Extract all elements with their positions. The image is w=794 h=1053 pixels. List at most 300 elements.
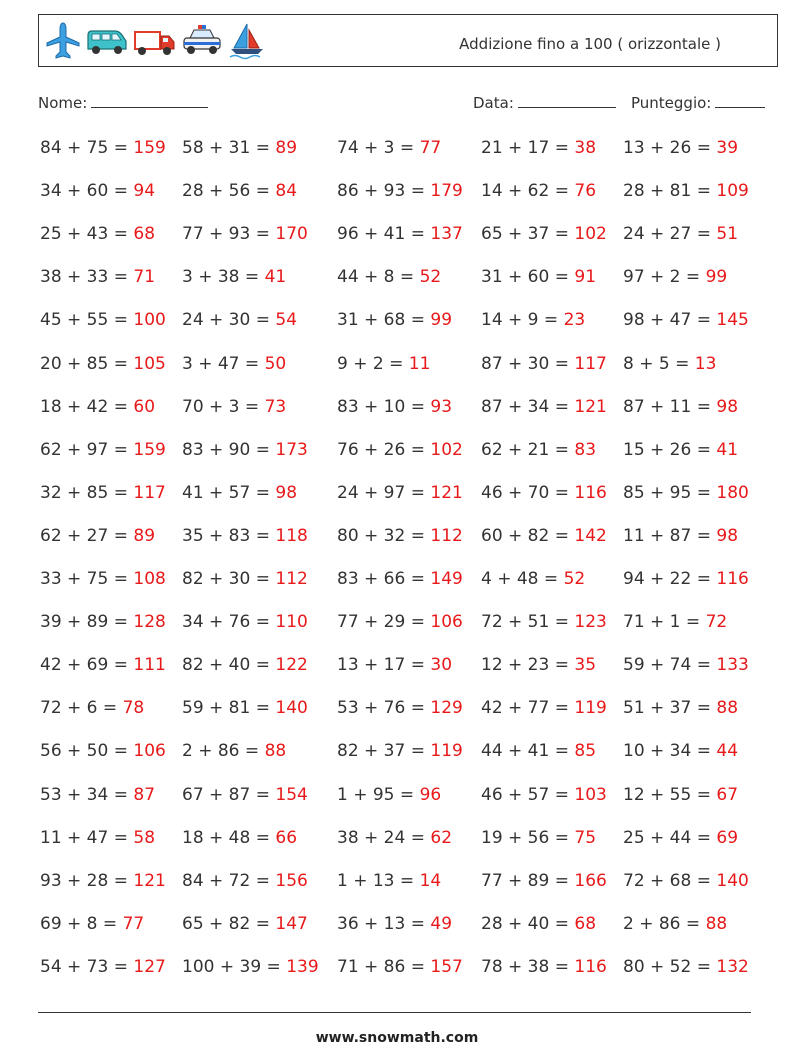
- problem-answer: 35: [574, 655, 597, 676]
- problem-item: [40, 397, 155, 417]
- problem-answer: 89: [275, 138, 298, 158]
- problem-item: [40, 526, 155, 546]
- problem-equation: 78 + 38 =: [481, 956, 575, 977]
- problem-answer: 69: [716, 827, 739, 848]
- problem-item: [481, 224, 607, 244]
- problem-equation: 71 + 1 =: [623, 612, 706, 633]
- problem-answer: 72: [705, 612, 728, 633]
- problem-item: [40, 569, 166, 589]
- problem-answer: 103: [574, 784, 607, 805]
- problem-item: [337, 698, 463, 718]
- problem-item: [182, 914, 308, 934]
- problem-item: [481, 612, 607, 632]
- problem-item: [182, 828, 297, 848]
- problem-equation: 33 + 75 =: [40, 569, 134, 589]
- problem-item: [40, 785, 155, 805]
- problem-answer: 58: [133, 827, 156, 848]
- problem-answer: 122: [275, 655, 308, 676]
- problem-equation: 82 + 30 =: [182, 569, 276, 589]
- problem-item: [481, 957, 607, 977]
- problem-answer: 133: [716, 655, 749, 676]
- problem-equation: 83 + 90 =: [182, 439, 276, 460]
- problem-equation: 53 + 76 =: [337, 698, 431, 719]
- problem-equation: 31 + 68 =: [337, 310, 431, 331]
- problem-answer: 98: [716, 396, 739, 417]
- problem-equation: 2 + 86 =: [623, 913, 706, 934]
- problem-equation: 41 + 57 =: [182, 482, 276, 503]
- problem-row: [40, 181, 780, 215]
- problem-item: [481, 655, 596, 675]
- problem-answer: 38: [574, 138, 597, 158]
- problem-item: [481, 785, 607, 805]
- problem-item: [623, 224, 738, 244]
- problem-answer: 14: [419, 870, 442, 891]
- problem-equation: 3 + 38 =: [182, 267, 265, 288]
- problem-item: [623, 828, 738, 848]
- problem-answer: 52: [419, 267, 442, 288]
- problem-equation: 62 + 97 =: [40, 439, 134, 460]
- problem-equation: 38 + 33 =: [40, 267, 134, 288]
- problem-item: [481, 526, 607, 546]
- problem-item: [40, 181, 155, 201]
- problem-row: [40, 655, 780, 689]
- problem-answer: 154: [275, 784, 308, 805]
- problem-equation: 87 + 11 =: [623, 396, 717, 417]
- problem-answer: 116: [574, 482, 607, 503]
- problem-answer: 78: [122, 698, 145, 719]
- problem-equation: 80 + 32 =: [337, 525, 431, 546]
- problem-answer: 77: [122, 913, 145, 934]
- problem-item: [182, 310, 297, 330]
- problem-item: [623, 138, 738, 158]
- problem-item: [40, 354, 166, 374]
- problem-equation: 100 + 39 =: [182, 956, 287, 977]
- problem-answer: 60: [133, 396, 156, 417]
- problem-row: [40, 871, 780, 905]
- problem-answer: 89: [133, 525, 156, 546]
- problem-equation: 98 + 47 =: [623, 310, 717, 331]
- problem-equation: 86 + 93 =: [337, 181, 431, 202]
- problem-answer: 117: [574, 353, 607, 374]
- problem-item: [182, 224, 308, 244]
- problem-answer: 145: [716, 310, 749, 331]
- header-icons: [45, 21, 267, 61]
- problem-item: [337, 957, 463, 977]
- problem-item: [40, 310, 166, 330]
- problem-item: [623, 698, 738, 718]
- problem-item: [481, 698, 607, 718]
- problem-answer: 87: [133, 784, 156, 805]
- problem-answer: 147: [275, 913, 308, 934]
- problem-item: [337, 310, 452, 330]
- problem-answer: 111: [133, 655, 166, 676]
- problem-row: [40, 698, 780, 732]
- problem-item: [623, 655, 749, 675]
- problem-equation: 56 + 50 =: [40, 741, 134, 762]
- problem-row: [40, 354, 780, 388]
- problem-item: [182, 526, 308, 546]
- problem-item: [623, 397, 738, 417]
- problem-item: [623, 354, 716, 374]
- problem-item: [337, 267, 441, 287]
- problem-item: [337, 526, 463, 546]
- problem-answer: 99: [705, 267, 728, 288]
- problem-answer: 94: [133, 181, 156, 202]
- airplane-icon: [45, 21, 81, 61]
- problem-answer: 128: [133, 612, 166, 633]
- problem-item: [182, 957, 319, 977]
- problem-equation: 44 + 8 =: [337, 267, 420, 288]
- problem-item: [623, 310, 749, 330]
- problem-answer: 83: [574, 439, 597, 460]
- problem-equation: 2 + 86 =: [182, 741, 265, 762]
- problem-equation: 51 + 37 =: [623, 698, 717, 719]
- problem-item: [481, 914, 596, 934]
- problem-answer: 67: [716, 784, 739, 805]
- problem-equation: 3 + 47 =: [182, 353, 265, 374]
- problem-item: [40, 224, 155, 244]
- problem-answer: 119: [574, 698, 607, 719]
- problem-answer: 99: [430, 310, 453, 331]
- problem-answer: 132: [716, 956, 749, 977]
- problem-item: [337, 569, 463, 589]
- problem-item: [182, 569, 308, 589]
- problem-item: [182, 612, 308, 632]
- problem-equation: 53 + 34 =: [40, 784, 134, 805]
- problem-equation: 28 + 56 =: [182, 181, 276, 202]
- problem-answer: 93: [430, 396, 453, 417]
- problem-answer: 156: [275, 870, 308, 891]
- problem-equation: 34 + 76 =: [182, 612, 276, 633]
- sailboat-icon: [227, 21, 267, 61]
- problem-equation: 21 + 17 =: [481, 138, 575, 158]
- problem-item: [481, 741, 596, 761]
- problem-answer: 166: [574, 870, 607, 891]
- problem-equation: 96 + 41 =: [337, 224, 431, 245]
- problem-equation: 77 + 29 =: [337, 612, 431, 633]
- problem-item: [40, 914, 144, 934]
- problem-row: [40, 440, 780, 474]
- problem-answer: 85: [574, 741, 597, 762]
- problem-equation: 70 + 3 =: [182, 396, 265, 417]
- problem-item: [623, 483, 749, 503]
- problem-answer: 121: [574, 396, 607, 417]
- problem-item: [481, 181, 596, 201]
- problem-answer: 23: [563, 310, 586, 331]
- problem-equation: 24 + 27 =: [623, 224, 717, 245]
- problem-item: [337, 181, 463, 201]
- problem-equation: 12 + 55 =: [623, 784, 717, 805]
- problem-row: [40, 267, 780, 301]
- problem-item: [623, 785, 738, 805]
- problem-row: [40, 526, 780, 560]
- problem-row: [40, 310, 780, 344]
- problem-equation: 38 + 24 =: [337, 827, 431, 848]
- problem-item: [40, 957, 166, 977]
- problem-item: [337, 871, 441, 891]
- problem-answer: 41: [716, 439, 739, 460]
- problem-equation: 77 + 93 =: [182, 224, 276, 245]
- truck-icon: [133, 21, 177, 61]
- problem-item: [40, 138, 166, 158]
- problem-item: [40, 871, 166, 891]
- problem-answer: 44: [716, 741, 739, 762]
- problem-item: [623, 569, 749, 589]
- problem-item: [481, 871, 607, 891]
- problem-answer: 68: [133, 224, 156, 245]
- problem-answer: 98: [716, 525, 739, 546]
- problem-equation: 31 + 60 =: [481, 267, 575, 288]
- problem-item: [623, 181, 749, 201]
- problem-item: [623, 741, 738, 761]
- problem-equation: 8 + 5 =: [623, 353, 695, 374]
- problem-equation: 13 + 26 =: [623, 138, 717, 158]
- problem-equation: 62 + 27 =: [40, 525, 134, 546]
- problem-answer: 66: [275, 827, 298, 848]
- problem-item: [481, 569, 585, 589]
- problem-equation: 46 + 57 =: [481, 784, 575, 805]
- problem-item: [337, 224, 463, 244]
- problem-item: [182, 397, 286, 417]
- problem-item: [182, 698, 308, 718]
- problem-item: [481, 483, 607, 503]
- problem-equation: 59 + 74 =: [623, 655, 717, 676]
- problem-answer: 112: [430, 525, 463, 546]
- problem-equation: 44 + 41 =: [481, 741, 575, 762]
- problem-item: [623, 440, 738, 460]
- problem-equation: 65 + 82 =: [182, 913, 276, 934]
- problem-item: [623, 267, 727, 287]
- problem-answer: 106: [133, 741, 166, 762]
- problem-item: [40, 612, 166, 632]
- problem-equation: 72 + 6 =: [40, 698, 123, 719]
- problem-answer: 102: [430, 439, 463, 460]
- problem-answer: 149: [430, 569, 463, 589]
- problem-item: [481, 267, 596, 287]
- problem-equation: 14 + 9 =: [481, 310, 564, 331]
- problem-answer: 180: [716, 482, 749, 503]
- problem-answer: 173: [275, 439, 308, 460]
- problem-answer: 129: [430, 698, 463, 719]
- problem-equation: 82 + 37 =: [337, 741, 431, 762]
- problem-item: [481, 310, 585, 330]
- problem-answer: 105: [133, 353, 166, 374]
- problem-equation: 32 + 85 =: [40, 482, 134, 503]
- problem-equation: 83 + 10 =: [337, 396, 431, 417]
- problem-equation: 15 + 26 =: [623, 439, 717, 460]
- problem-answer: 68: [574, 913, 597, 934]
- problem-row: [40, 569, 780, 603]
- problem-item: [337, 828, 452, 848]
- problem-item: [481, 440, 596, 460]
- name-blank-line: [91, 93, 208, 108]
- problem-equation: 72 + 51 =: [481, 612, 575, 633]
- problem-row: [40, 828, 780, 862]
- problem-equation: 69 + 8 =: [40, 913, 123, 934]
- problem-equation: 72 + 68 =: [623, 870, 717, 891]
- problem-equation: 87 + 30 =: [481, 353, 575, 374]
- problem-equation: 1 + 95 =: [337, 784, 420, 805]
- problem-item: [481, 397, 607, 417]
- problem-item: [182, 871, 308, 891]
- problem-answer: 118: [275, 525, 308, 546]
- problem-answer: 51: [716, 224, 739, 245]
- problem-answer: 116: [574, 956, 607, 977]
- problem-answer: 142: [574, 525, 607, 546]
- problem-equation: 25 + 44 =: [623, 827, 717, 848]
- problem-row: [40, 914, 780, 948]
- problem-answer: 121: [430, 482, 463, 503]
- problem-answer: 13: [694, 353, 717, 374]
- worksheet-header: [38, 14, 778, 67]
- problem-equation: 42 + 69 =: [40, 655, 134, 676]
- problem-equation: 94 + 22 =: [623, 569, 717, 589]
- problem-equation: 9 + 2 =: [337, 353, 409, 374]
- problem-answer: 88: [264, 741, 287, 762]
- problem-row: [40, 785, 780, 819]
- problem-equation: 18 + 48 =: [182, 827, 276, 848]
- problem-equation: 11 + 87 =: [623, 525, 717, 546]
- problem-equation: 71 + 86 =: [337, 956, 431, 977]
- problem-item: [182, 741, 286, 761]
- problem-equation: 18 + 42 =: [40, 396, 134, 417]
- problem-equation: 67 + 87 =: [182, 784, 276, 805]
- problem-item: [337, 914, 452, 934]
- problem-answer: 110: [275, 612, 308, 633]
- problem-answer: 139: [286, 956, 319, 977]
- problem-equation: 25 + 43 =: [40, 224, 134, 245]
- problem-equation: 83 + 66 =: [337, 569, 431, 589]
- problem-answer: 39: [716, 138, 739, 158]
- problem-equation: 85 + 95 =: [623, 482, 717, 503]
- score-field: [631, 93, 765, 112]
- problem-answer: 98: [275, 482, 298, 503]
- date-blank-line: [518, 93, 616, 108]
- problem-item: [182, 181, 297, 201]
- problem-item: [337, 785, 441, 805]
- problem-item: [481, 354, 607, 374]
- problem-item: [182, 440, 308, 460]
- police-car-icon: [181, 21, 223, 61]
- problem-item: [337, 612, 463, 632]
- footer-divider: [38, 1012, 751, 1013]
- worksheet-title: Addizione fino a 100 ( orizzontale ): [459, 35, 721, 53]
- problem-equation: 59 + 81 =: [182, 698, 276, 719]
- problem-equation: 35 + 83 =: [182, 525, 276, 546]
- problem-equation: 24 + 30 =: [182, 310, 276, 331]
- problem-equation: 62 + 21 =: [481, 439, 575, 460]
- problem-equation: 87 + 34 =: [481, 396, 575, 417]
- problem-equation: 93 + 28 =: [40, 870, 134, 891]
- problem-answer: 71: [133, 267, 156, 288]
- name-label: Nome:: [38, 94, 88, 112]
- problem-equation: 12 + 23 =: [481, 655, 575, 676]
- problem-equation: 54 + 73 =: [40, 956, 134, 977]
- problem-equation: 14 + 62 =: [481, 181, 575, 202]
- problem-equation: 84 + 75 =: [40, 138, 134, 158]
- problem-item: [337, 483, 463, 503]
- problem-row: [40, 138, 780, 172]
- problem-equation: 24 + 97 =: [337, 482, 431, 503]
- problem-answer: 88: [705, 913, 728, 934]
- date-label: Data:: [473, 94, 514, 112]
- problem-answer: 179: [430, 181, 463, 202]
- problem-answer: 11: [408, 353, 431, 374]
- problem-answer: 77: [419, 138, 442, 158]
- problem-equation: 34 + 60 =: [40, 181, 134, 202]
- problem-item: [337, 741, 463, 761]
- problem-equation: 80 + 52 =: [623, 956, 717, 977]
- problem-equation: 36 + 13 =: [337, 913, 431, 934]
- problem-item: [481, 138, 596, 158]
- problem-equation: 4 + 48 =: [481, 569, 564, 589]
- problem-item: [40, 267, 155, 287]
- problem-item: [182, 785, 308, 805]
- problem-answer: 123: [574, 612, 607, 633]
- problem-equation: 19 + 56 =: [481, 827, 575, 848]
- problem-answer: 91: [574, 267, 597, 288]
- name-field: [38, 93, 208, 112]
- problem-answer: 52: [563, 569, 586, 589]
- problem-row: [40, 957, 780, 991]
- problem-item: [40, 741, 166, 761]
- problem-item: [40, 698, 144, 718]
- problem-item: [337, 655, 452, 675]
- problem-item: [182, 655, 308, 675]
- problem-answer: 140: [275, 698, 308, 719]
- problem-equation: 20 + 85 =: [40, 353, 134, 374]
- problem-item: [40, 655, 166, 675]
- problem-answer: 50: [264, 353, 287, 374]
- problem-item: [623, 957, 749, 977]
- score-blank-line: [715, 93, 765, 108]
- problem-equation: 97 + 2 =: [623, 267, 706, 288]
- problem-row: [40, 483, 780, 517]
- problem-answer: 54: [275, 310, 298, 331]
- problem-item: [337, 440, 463, 460]
- problem-item: [182, 138, 297, 158]
- problem-answer: 140: [716, 870, 749, 891]
- problem-answer: 49: [430, 913, 453, 934]
- website-footer: www.snowmath.com: [315, 1030, 479, 1046]
- problem-item: [623, 526, 738, 546]
- problem-equation: 60 + 82 =: [481, 525, 575, 546]
- problem-answer: 75: [574, 827, 597, 848]
- problem-item: [40, 483, 166, 503]
- problem-equation: 58 + 31 =: [182, 138, 276, 158]
- problem-equation: 13 + 17 =: [337, 655, 431, 676]
- problem-equation: 82 + 40 =: [182, 655, 276, 676]
- problem-row: [40, 397, 780, 431]
- problem-equation: 1 + 13 =: [337, 870, 420, 891]
- problem-answer: 73: [264, 396, 287, 417]
- problem-equation: 11 + 47 =: [40, 827, 134, 848]
- problem-answer: 112: [275, 569, 308, 589]
- problem-answer: 159: [133, 439, 166, 460]
- problem-answer: 100: [133, 310, 166, 331]
- score-label: Punteggio:: [631, 94, 712, 112]
- problem-answer: 106: [430, 612, 463, 633]
- problem-answer: 102: [574, 224, 607, 245]
- problem-item: [182, 267, 286, 287]
- problem-row: [40, 612, 780, 646]
- problem-answer: 88: [716, 698, 739, 719]
- problem-item: [40, 828, 155, 848]
- problem-row: [40, 741, 780, 775]
- problem-item: [40, 440, 166, 460]
- problem-answer: 30: [430, 655, 453, 676]
- problem-equation: 45 + 55 =: [40, 310, 134, 331]
